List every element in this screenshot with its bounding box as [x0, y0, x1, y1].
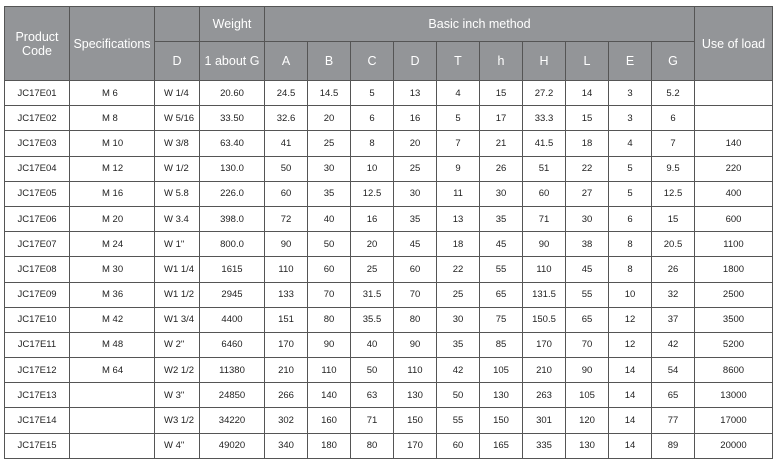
cell-dim-g: 42: [652, 332, 695, 357]
cell-dim-l: 30: [566, 206, 609, 231]
cell-dim-b: 35: [308, 181, 351, 206]
cell-dim-e: 6: [609, 206, 652, 231]
cell-dim-e: 14: [609, 408, 652, 433]
cell-d-thread: W 1/2: [155, 156, 200, 181]
cell-weight: 20.60: [200, 81, 265, 106]
cell-dim-c: 63: [351, 383, 394, 408]
cell-dim-a: 133: [265, 282, 308, 307]
cell-dim-a: 24.5: [265, 81, 308, 106]
cell-dim-e: 12: [609, 307, 652, 332]
cell-weight: 49020: [200, 433, 265, 458]
cell-dim-t: 60: [437, 433, 480, 458]
cell-dim-c: 8: [351, 131, 394, 156]
cell-dim-d: 35: [394, 206, 437, 231]
cell-dim-h-lower: 165: [480, 433, 523, 458]
cell-dim-h-upper: 71: [523, 206, 566, 231]
cell-dim-h-upper: 110: [523, 257, 566, 282]
cell-dim-h-lower: 35: [480, 206, 523, 231]
cell-specification: [70, 408, 155, 433]
cell-dim-a: 302: [265, 408, 308, 433]
cell-dim-c: 40: [351, 332, 394, 357]
cell-specification: M 20: [70, 206, 155, 231]
cell-dim-e: 4: [609, 131, 652, 156]
header-dim-t: T: [437, 42, 480, 81]
cell-dim-h-lower: 75: [480, 307, 523, 332]
cell-dim-b: 160: [308, 408, 351, 433]
cell-use-of-load: [695, 81, 773, 106]
cell-dim-h-lower: 21: [480, 131, 523, 156]
cell-dim-b: 25: [308, 131, 351, 156]
cell-product-code: JC17E11: [5, 332, 70, 357]
cell-dim-h-lower: 150: [480, 408, 523, 433]
header-dim-d: D: [394, 42, 437, 81]
cell-dim-c: 16: [351, 206, 394, 231]
cell-dim-t: 18: [437, 232, 480, 257]
cell-dim-c: 71: [351, 408, 394, 433]
cell-weight: 130.0: [200, 156, 265, 181]
cell-dim-t: 7: [437, 131, 480, 156]
cell-dim-e: 14: [609, 433, 652, 458]
cell-dim-t: 55: [437, 408, 480, 433]
cell-weight: 6460: [200, 332, 265, 357]
cell-specification: M 36: [70, 282, 155, 307]
cell-dim-c: 50: [351, 358, 394, 383]
header-dim-c: C: [351, 42, 394, 81]
cell-weight: 226.0: [200, 181, 265, 206]
cell-dim-l: 45: [566, 257, 609, 282]
cell-use-of-load: 220: [695, 156, 773, 181]
cell-weight: 4400: [200, 307, 265, 332]
header-specifications: Specifications: [70, 7, 155, 81]
cell-product-code: JC17E09: [5, 282, 70, 307]
cell-dim-a: 151: [265, 307, 308, 332]
cell-dim-a: 266: [265, 383, 308, 408]
table-row: [5, 383, 773, 408]
cell-dim-t: 30: [437, 307, 480, 332]
cell-dim-g: 37: [652, 307, 695, 332]
cell-dim-g: 32: [652, 282, 695, 307]
cell-dim-c: 10: [351, 156, 394, 181]
cell-dim-e: 14: [609, 358, 652, 383]
header-dim-a: A: [265, 42, 308, 81]
cell-dim-e: 10: [609, 282, 652, 307]
cell-dim-e: 8: [609, 257, 652, 282]
cell-dim-h-lower: 26: [480, 156, 523, 181]
cell-dim-a: 110: [265, 257, 308, 282]
cell-dim-h-lower: 45: [480, 232, 523, 257]
cell-dim-e: 14: [609, 383, 652, 408]
cell-dim-d: 13: [394, 81, 437, 106]
cell-dim-g: 6: [652, 106, 695, 131]
cell-dim-d: 16: [394, 106, 437, 131]
cell-dim-h-upper: 335: [523, 433, 566, 458]
table-row: [5, 358, 773, 383]
header-use-of-load: Use of load: [695, 7, 773, 81]
table-row: [5, 408, 773, 433]
header-dim-g: G: [652, 42, 695, 81]
cell-dim-l: 70: [566, 332, 609, 357]
cell-dim-c: 25: [351, 257, 394, 282]
header-dim-e: E: [609, 42, 652, 81]
cell-weight: 34220: [200, 408, 265, 433]
cell-dim-l: 55: [566, 282, 609, 307]
cell-use-of-load: [695, 106, 773, 131]
cell-dim-b: 14.5: [308, 81, 351, 106]
cell-dim-l: 105: [566, 383, 609, 408]
cell-specification: [70, 433, 155, 458]
cell-d-thread: W1 1/4: [155, 257, 200, 282]
cell-dim-b: 30: [308, 156, 351, 181]
cell-weight: 800.0: [200, 232, 265, 257]
cell-d-thread: W3 1/2: [155, 408, 200, 433]
cell-dim-t: 4: [437, 81, 480, 106]
cell-product-code: JC17E03: [5, 131, 70, 156]
cell-dim-b: 180: [308, 433, 351, 458]
cell-dim-l: 120: [566, 408, 609, 433]
cell-dim-h-lower: 30: [480, 181, 523, 206]
cell-dim-d: 30: [394, 181, 437, 206]
cell-dim-l: 90: [566, 358, 609, 383]
cell-product-code: JC17E08: [5, 257, 70, 282]
cell-dim-a: 50: [265, 156, 308, 181]
cell-dim-b: 50: [308, 232, 351, 257]
cell-dim-l: 18: [566, 131, 609, 156]
cell-d-thread: W 5.8: [155, 181, 200, 206]
cell-dim-h-lower: 105: [480, 358, 523, 383]
cell-use-of-load: 400: [695, 181, 773, 206]
cell-dim-d: 110: [394, 358, 437, 383]
cell-use-of-load: 20000: [695, 433, 773, 458]
cell-product-code: JC17E10: [5, 307, 70, 332]
cell-dim-b: 80: [308, 307, 351, 332]
cell-use-of-load: 1800: [695, 257, 773, 282]
cell-d-thread: W 2": [155, 332, 200, 357]
cell-dim-b: 20: [308, 106, 351, 131]
cell-dim-a: 210: [265, 358, 308, 383]
cell-dim-t: 5: [437, 106, 480, 131]
cell-dim-e: 3: [609, 106, 652, 131]
table-row: [5, 257, 773, 282]
cell-dim-e: 3: [609, 81, 652, 106]
table-row: [5, 282, 773, 307]
cell-specification: M 6: [70, 81, 155, 106]
header-dim-l: L: [566, 42, 609, 81]
cell-dim-t: 35: [437, 332, 480, 357]
cell-dim-d: 70: [394, 282, 437, 307]
cell-dim-a: 72: [265, 206, 308, 231]
cell-dim-t: 22: [437, 257, 480, 282]
cell-dim-l: 14: [566, 81, 609, 106]
cell-use-of-load: 17000: [695, 408, 773, 433]
cell-weight: 24850: [200, 383, 265, 408]
header-weight: Weight: [200, 7, 265, 42]
table-row: [5, 106, 773, 131]
cell-dim-b: 40: [308, 206, 351, 231]
cell-use-of-load: 3500: [695, 307, 773, 332]
header-dim-b: B: [308, 42, 351, 81]
cell-product-code: JC17E12: [5, 358, 70, 383]
header-basic-inch-method: Basic inch method: [265, 7, 695, 42]
cell-specification: M 10: [70, 131, 155, 156]
cell-dim-h-lower: 130: [480, 383, 523, 408]
cell-dim-e: 8: [609, 232, 652, 257]
cell-dim-g: 15: [652, 206, 695, 231]
cell-dim-b: 90: [308, 332, 351, 357]
table-row: [5, 81, 773, 106]
cell-use-of-load: 140: [695, 131, 773, 156]
cell-d-thread: W1 3/4: [155, 307, 200, 332]
cell-dim-d: 20: [394, 131, 437, 156]
cell-weight: 398.0: [200, 206, 265, 231]
cell-dim-a: 32.6: [265, 106, 308, 131]
cell-dim-g: 89: [652, 433, 695, 458]
cell-dim-t: 50: [437, 383, 480, 408]
cell-dim-d: 150: [394, 408, 437, 433]
cell-dim-l: 27: [566, 181, 609, 206]
cell-dim-h-upper: 170: [523, 332, 566, 357]
cell-product-code: JC17E04: [5, 156, 70, 181]
cell-dim-a: 41: [265, 131, 308, 156]
cell-d-thread: W 3": [155, 383, 200, 408]
cell-specification: M 16: [70, 181, 155, 206]
cell-dim-l: 22: [566, 156, 609, 181]
cell-dim-c: 80: [351, 433, 394, 458]
cell-product-code: JC17E07: [5, 232, 70, 257]
cell-dim-h-upper: 60: [523, 181, 566, 206]
cell-dim-g: 26: [652, 257, 695, 282]
cell-use-of-load: 2500: [695, 282, 773, 307]
cell-dim-h-upper: 51: [523, 156, 566, 181]
cell-weight: 1615: [200, 257, 265, 282]
cell-dim-g: 12.5: [652, 181, 695, 206]
cell-use-of-load: 13000: [695, 383, 773, 408]
cell-use-of-load: 5200: [695, 332, 773, 357]
header-weight-unit: 1 about G: [200, 42, 265, 81]
cell-dim-c: 20: [351, 232, 394, 257]
cell-dim-d: 25: [394, 156, 437, 181]
cell-dim-g: 5.2: [652, 81, 695, 106]
cell-dim-g: 20.5: [652, 232, 695, 257]
cell-dim-h-lower: 55: [480, 257, 523, 282]
cell-dim-d: 170: [394, 433, 437, 458]
header-dim-h-lower: h: [480, 42, 523, 81]
cell-dim-c: 5: [351, 81, 394, 106]
cell-dim-h-upper: 263: [523, 383, 566, 408]
cell-use-of-load: 600: [695, 206, 773, 231]
cell-d-thread: W 3.4: [155, 206, 200, 231]
spec-table: [4, 6, 773, 459]
cell-dim-h-lower: 85: [480, 332, 523, 357]
cell-dim-a: 170: [265, 332, 308, 357]
cell-weight: 33.50: [200, 106, 265, 131]
cell-product-code: JC17E05: [5, 181, 70, 206]
cell-dim-c: 35.5: [351, 307, 394, 332]
cell-dim-d: 90: [394, 332, 437, 357]
table-body: [5, 81, 773, 459]
cell-dim-d: 80: [394, 307, 437, 332]
cell-dim-b: 60: [308, 257, 351, 282]
cell-specification: M 8: [70, 106, 155, 131]
cell-dim-h-upper: 301: [523, 408, 566, 433]
cell-dim-e: 5: [609, 156, 652, 181]
cell-product-code: JC17E15: [5, 433, 70, 458]
cell-dim-a: 60: [265, 181, 308, 206]
header-blank: [155, 7, 200, 42]
cell-dim-l: 15: [566, 106, 609, 131]
cell-dim-h-lower: 15: [480, 81, 523, 106]
cell-dim-d: 130: [394, 383, 437, 408]
cell-dim-t: 42: [437, 358, 480, 383]
cell-weight: 63.40: [200, 131, 265, 156]
cell-dim-h-upper: 27.2: [523, 81, 566, 106]
cell-specification: M 42: [70, 307, 155, 332]
cell-dim-t: 9: [437, 156, 480, 181]
cell-dim-d: 60: [394, 257, 437, 282]
cell-product-code: JC17E13: [5, 383, 70, 408]
cell-d-thread: W 5/16: [155, 106, 200, 131]
cell-dim-t: 11: [437, 181, 480, 206]
header-dim-h-upper: H: [523, 42, 566, 81]
cell-d-thread: W1 1/2: [155, 282, 200, 307]
cell-dim-g: 9.5: [652, 156, 695, 181]
cell-dim-c: 31.5: [351, 282, 394, 307]
cell-dim-t: 13: [437, 206, 480, 231]
cell-specification: M 30: [70, 257, 155, 282]
cell-product-code: JC17E01: [5, 81, 70, 106]
table-row: [5, 232, 773, 257]
cell-dim-b: 140: [308, 383, 351, 408]
cell-specification: M 12: [70, 156, 155, 181]
cell-product-code: JC17E02: [5, 106, 70, 131]
cell-dim-h-upper: 41.5: [523, 131, 566, 156]
cell-dim-a: 90: [265, 232, 308, 257]
cell-dim-l: 38: [566, 232, 609, 257]
cell-d-thread: W 1": [155, 232, 200, 257]
cell-dim-c: 6: [351, 106, 394, 131]
cell-d-thread: W 4": [155, 433, 200, 458]
cell-dim-e: 12: [609, 332, 652, 357]
cell-use-of-load: 8600: [695, 358, 773, 383]
cell-use-of-load: 1100: [695, 232, 773, 257]
cell-dim-c: 12.5: [351, 181, 394, 206]
cell-dim-t: 25: [437, 282, 480, 307]
cell-product-code: JC17E14: [5, 408, 70, 433]
cell-d-thread: W 3/8: [155, 131, 200, 156]
cell-dim-b: 110: [308, 358, 351, 383]
cell-specification: M 48: [70, 332, 155, 357]
cell-specification: M 24: [70, 232, 155, 257]
cell-dim-a: 340: [265, 433, 308, 458]
cell-dim-h-upper: 33.3: [523, 106, 566, 131]
cell-weight: 11380: [200, 358, 265, 383]
cell-weight: 2945: [200, 282, 265, 307]
table-row: [5, 332, 773, 357]
cell-dim-d: 45: [394, 232, 437, 257]
cell-product-code: JC17E06: [5, 206, 70, 231]
cell-specification: M 64: [70, 358, 155, 383]
cell-specification: [70, 383, 155, 408]
cell-dim-b: 70: [308, 282, 351, 307]
table-row: [5, 181, 773, 206]
cell-dim-g: 65: [652, 383, 695, 408]
cell-dim-h-upper: 90: [523, 232, 566, 257]
cell-dim-h-upper: 210: [523, 358, 566, 383]
cell-dim-h-upper: 131.5: [523, 282, 566, 307]
cell-dim-l: 65: [566, 307, 609, 332]
table-row: [5, 131, 773, 156]
table-row: [5, 156, 773, 181]
cell-dim-g: 54: [652, 358, 695, 383]
cell-d-thread: W 1/4: [155, 81, 200, 106]
cell-dim-l: 130: [566, 433, 609, 458]
cell-dim-h-upper: 150.5: [523, 307, 566, 332]
header-d-thread: D: [155, 42, 200, 81]
cell-dim-g: 77: [652, 408, 695, 433]
cell-d-thread: W2 1/2: [155, 358, 200, 383]
table-row: [5, 433, 773, 458]
cell-dim-g: 7: [652, 131, 695, 156]
cell-dim-e: 5: [609, 181, 652, 206]
cell-dim-h-lower: 65: [480, 282, 523, 307]
header-product-code: Product Code: [5, 7, 70, 81]
cell-dim-h-lower: 17: [480, 106, 523, 131]
table-row: [5, 206, 773, 231]
table-row: [5, 307, 773, 332]
